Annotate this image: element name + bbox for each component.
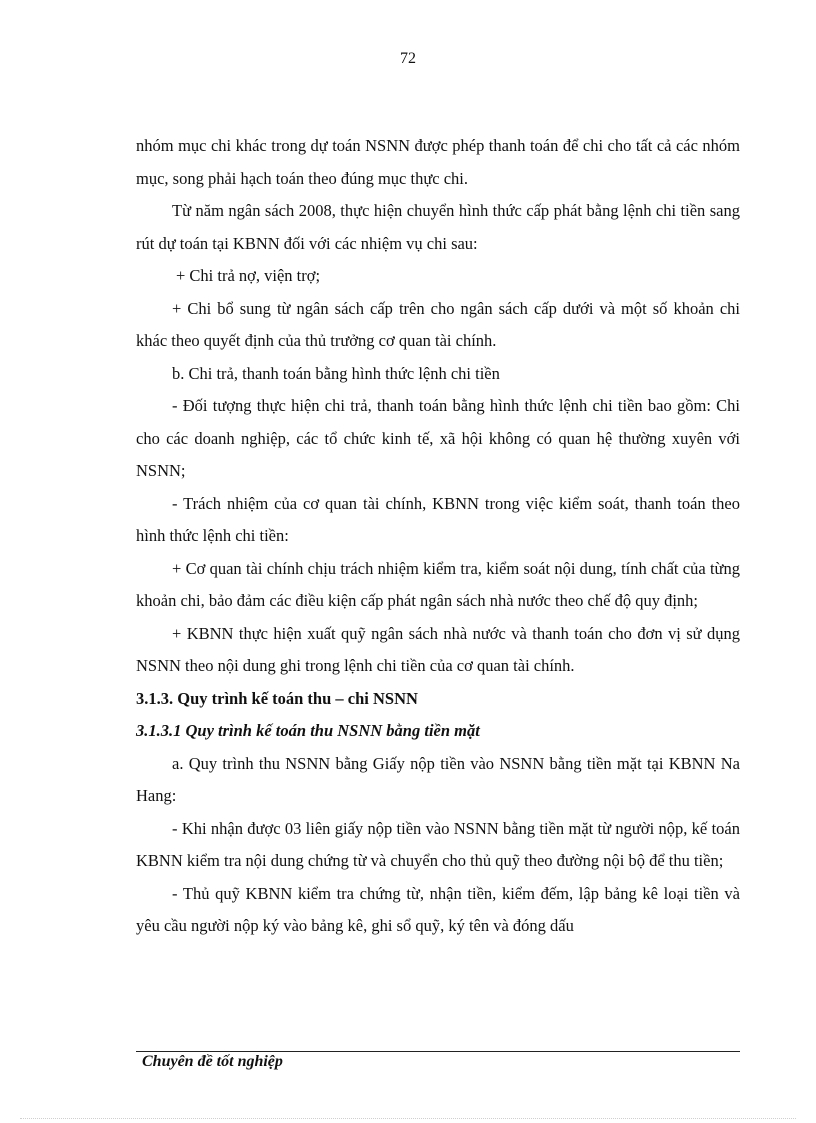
footer-divider xyxy=(136,1051,740,1052)
list-item-supplementary: + Chi bổ sung từ ngân sách cấp trên cho ngân sách cấp dưới và một số khoản chi khác theo quyết định của thủ trưởng cơ quan tài chính. xyxy=(136,298,740,350)
paragraph-section-b: b. Chi trả, thanh toán bằng hình thức lệnh chi tiền xyxy=(172,363,500,383)
paragraph-section-a: a. Quy trình thu NSNN bằng Giấy nộp tiền vào NSNN bằng tiền mặt tại KBNN Na Hang: xyxy=(136,753,740,805)
paragraph-budget-2008: Từ năm ngân sách 2008, thực hiện chuyển hình thức cấp phát bằng lệnh chi tiền sang rút dự toán tại KBNN đối với các nhiệm vụ chi sau: xyxy=(136,201,740,253)
list-item-receipt: - Khi nhận được 03 liên giấy nộp tiền vào NSNN bằng tiền mặt từ người nộp, kế toán KBNN kiểm tra nội dung chứng từ và chuyển cho thủ quỹ theo đường nội bộ để thu tiền; xyxy=(136,818,740,870)
page-edge-divider xyxy=(20,1118,796,1119)
list-item-cashier: - Thủ quỹ KBNN kiểm tra chứng từ, nhận tiền, kiểm đếm, lập bảng kê loại tiền và yêu cầu người nộp ký vào bảng kê, ghi sổ quỹ, ký tên và đóng dấu xyxy=(136,883,740,935)
list-item-responsibilities: - Trách nhiệm của cơ quan tài chính, KBNN trong việc kiểm soát, thanh toán theo hình thức lệnh chi tiền: xyxy=(136,493,740,545)
list-item-debt-aid: + Chi trả nợ, viện trợ; xyxy=(176,266,321,285)
list-item-beneficiaries: - Đối tượng thực hiện chi trả, thanh toán bằng hình thức lệnh chi tiền bao gồm: Chi cho các doanh nghiệp, các tổ chức kinh tế, xã hội không có quan hệ thường xuyên với NSNN; xyxy=(136,396,740,480)
list-item-treasury: + KBNN thực hiện xuất quỹ ngân sách nhà nước và thanh toán cho đơn vị sử dụng NSNN theo nội dung ghi trong lệnh chi tiền của cơ quan tài chính. xyxy=(136,623,740,675)
footer-title: Chuyên đề tốt nghiệp xyxy=(142,1053,283,1070)
page-number: 72 xyxy=(400,50,416,67)
subsection-heading: 3.1.3.1 Quy trình kế toán thu NSNN bằng tiền mặt xyxy=(136,721,480,740)
paragraph-continuation: nhóm mục chi khác trong dự toán NSNN được phép thanh toán để chi cho tất cả các nhóm mục, song phải hạch toán theo đúng mục thực chi. xyxy=(136,136,740,188)
section-heading: 3.1.3. Quy trình kế toán thu – chi NSNN xyxy=(136,688,418,708)
document-body xyxy=(136,130,740,943)
list-item-finance-agency: + Cơ quan tài chính chịu trách nhiệm kiểm tra, kiểm soát nội dung, tính chất của từng khoản chi, bảo đảm các điều kiện cấp phát ngân sách nhà nước theo chế độ quy định; xyxy=(136,558,740,610)
